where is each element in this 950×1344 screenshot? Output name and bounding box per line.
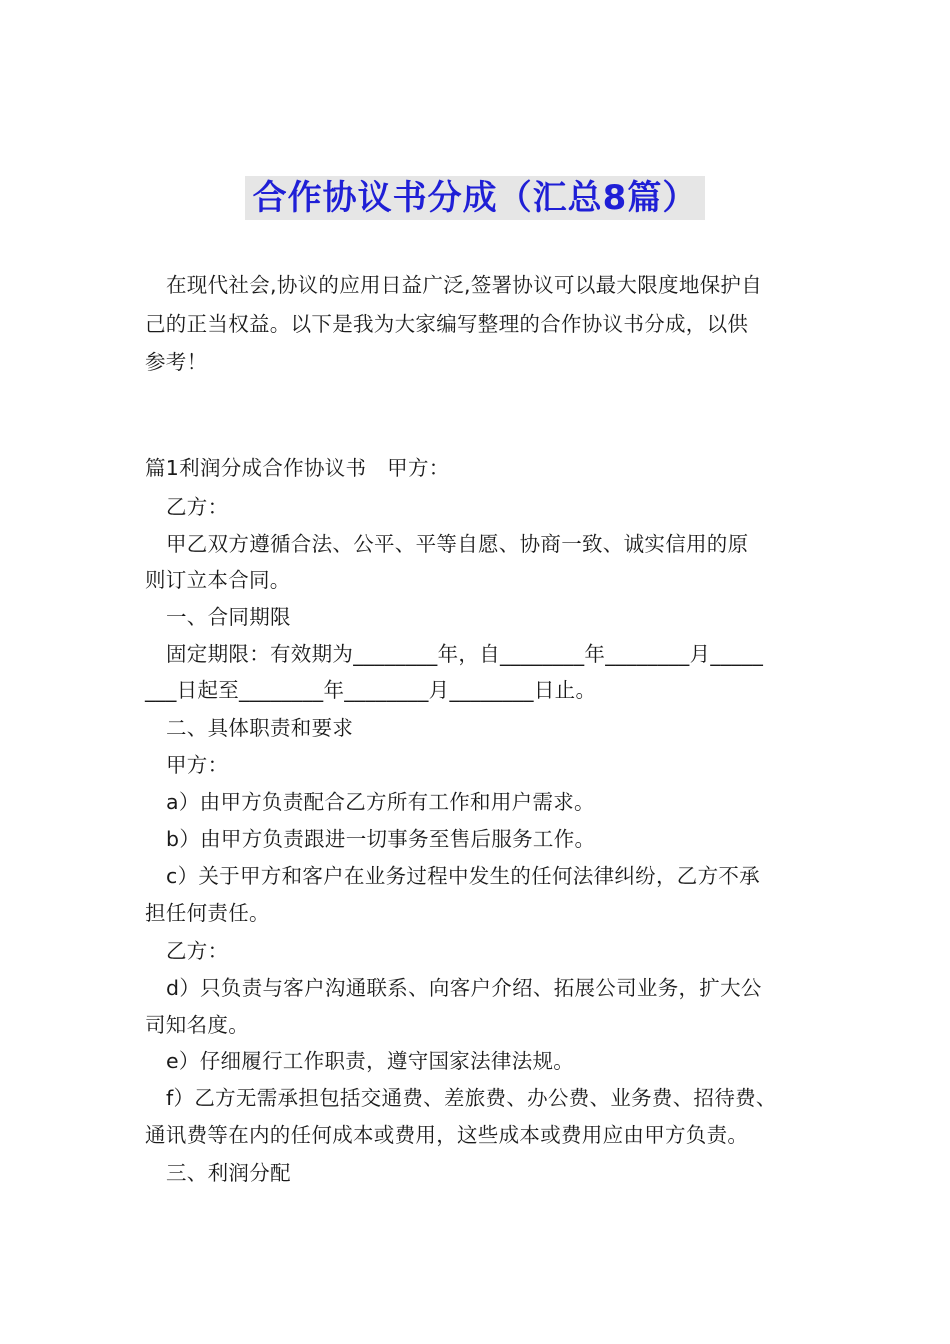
- clause-heading: 二、具体职责和要求: [166, 716, 354, 740]
- list-item-cont: 司知名度。: [145, 1013, 249, 1037]
- list-item: a）由甲方负责配合乙方所有工作和用户需求。: [166, 790, 595, 814]
- paragraph-line: 则订立本合同。: [145, 568, 291, 592]
- section-heading: 篇1利润分成合作协议书 甲方：: [145, 456, 450, 480]
- party-a-label: 甲方：: [166, 753, 229, 777]
- intro-line: 参考！: [145, 350, 208, 374]
- list-item-cont: 通讯费等在内的任何成本或费用，这些成本或费用应由甲方负责。: [145, 1123, 749, 1147]
- list-item: b）由甲方负责跟进一切事务至售后服务工作。: [166, 827, 596, 851]
- list-item: f）乙方无需承担包括交通费、差旅费、办公费、业务费、招待费、: [166, 1086, 777, 1110]
- intro-line: 己的正当权益。以下是我为大家编写整理的合作协议书分成，以供: [145, 312, 749, 336]
- party-b-label: 乙方：: [166, 939, 229, 963]
- list-item: e）仔细履行工作职责，遵守国家法律法规。: [166, 1049, 575, 1073]
- list-item-cont: 担任何责任。: [145, 901, 270, 925]
- document-title: 合作协议书分成（汇总8篇）: [245, 176, 706, 220]
- list-item: c）关于甲方和客户在业务过程中发生的任何法律纠纷，乙方不承: [166, 864, 760, 888]
- party-b-label: 乙方：: [166, 495, 229, 519]
- list-item: d）只负责与客户沟通联系、向客户介绍、拓展公司业务，扩大公: [166, 976, 762, 1000]
- clause-heading: 三、利润分配: [166, 1161, 291, 1185]
- clause-heading: 一、合同期限: [166, 605, 291, 629]
- paragraph-line: ___日起至________年________月________日止。: [145, 678, 597, 702]
- intro-line: 在现代社会,协议的应用日益广泛,签署协议可以最大限度地保护自: [166, 273, 763, 297]
- paragraph-line: 固定期限：有效期为________年，自________年________月_____: [166, 642, 764, 666]
- paragraph-line: 甲乙双方遵循合法、公平、平等自愿、协商一致、诚实信用的原: [166, 532, 749, 556]
- title-container: [0, 176, 950, 220]
